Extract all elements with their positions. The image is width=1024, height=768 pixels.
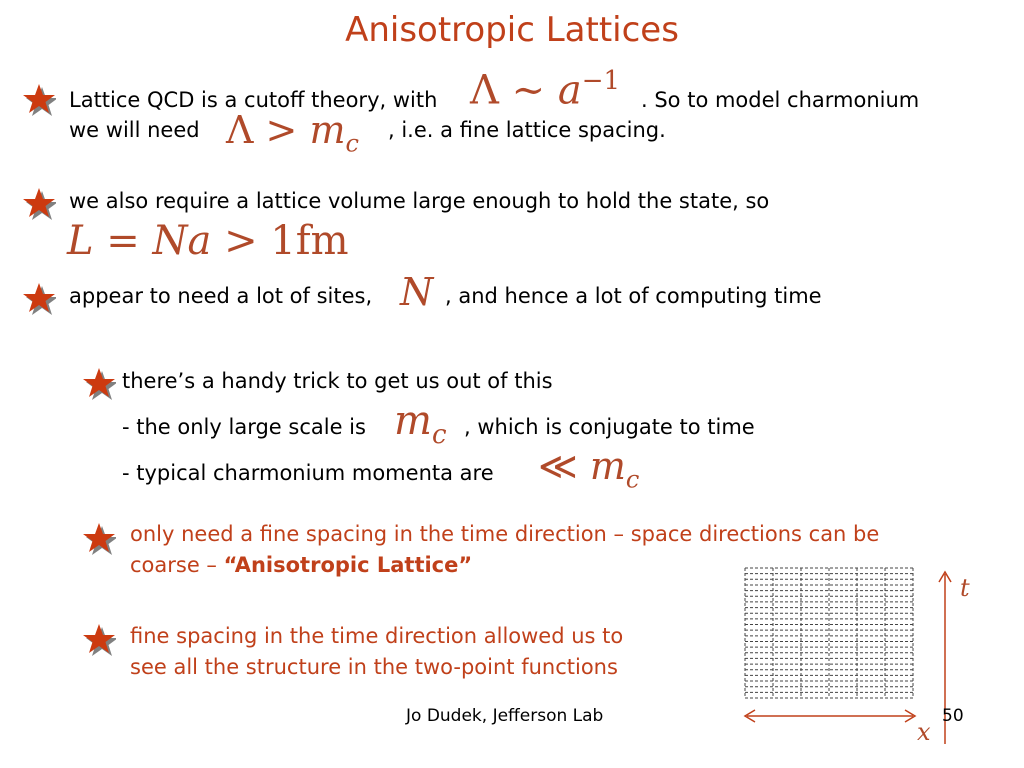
bullet1-text-b: . So to model charmonium [641, 88, 920, 112]
star-bullet-icon [82, 521, 116, 555]
anisotropic-lattice-highlight: “Anisotropic Lattice” [223, 553, 473, 577]
star-bullet-icon [82, 366, 116, 400]
x-axis-label: x [917, 718, 931, 746]
bullet1-text-a: Lattice QCD is a cutoff theory, with [69, 88, 438, 112]
bullet6-text-b: see all the structure in the two-point functions [130, 655, 618, 679]
t-axis-label: t [960, 574, 970, 602]
bullet4-text-d: - typical charmonium momenta are [122, 461, 494, 485]
math-much-less-mc: ≪ $m_c$ [538, 444, 640, 494]
star-bullet-icon [22, 186, 56, 220]
math-lambda-gt-mc: $\Lambda > m_c$ [226, 108, 359, 158]
x-axis-arrow [745, 710, 915, 722]
math-mc: $m_c$ [394, 398, 447, 450]
lattice-grid [745, 568, 913, 698]
star-bullet-icon [82, 622, 116, 656]
bullet4-text-c: , which is conjugate to time [464, 415, 755, 439]
page-number: 50 [942, 706, 964, 726]
footer-author: Jo Dudek, Jefferson Lab [406, 706, 604, 726]
slide-title: Anisotropic Lattices [345, 10, 679, 50]
bullet1-text-c: we will need [69, 118, 200, 142]
bullet4-text-b: - the only large scale is [122, 415, 366, 439]
bullet1-text-d: , i.e. a fine lattice spacing. [388, 118, 666, 142]
bullet3-text-a: appear to need a lot of sites, [69, 284, 373, 308]
bullet5-text-a: only need a fine spacing in the time direction – space directions can be [130, 522, 880, 546]
math-L-equals-Na: L = Na > 1fm [67, 218, 349, 264]
bullet3-text-b: , and hence a lot of computing time [445, 284, 822, 308]
bullet4-text-a: there’s a handy trick to get us out of this [122, 369, 553, 393]
star-bullet-icon [22, 281, 56, 315]
bullet2-text: we also require a lattice volume large enough to hold the state, so [69, 189, 770, 213]
math-N: N [400, 270, 434, 314]
bullet5-line2 [130, 551, 472, 579]
star-bullet-icon [22, 82, 56, 116]
bullet6-text-a: fine spacing in the time direction allowed us to [130, 624, 624, 648]
bullet5-text-b: coarse – [130, 553, 217, 577]
math-lambda-sim-a-inverse: Λ ∼ $a^{-1}$ [470, 66, 621, 114]
